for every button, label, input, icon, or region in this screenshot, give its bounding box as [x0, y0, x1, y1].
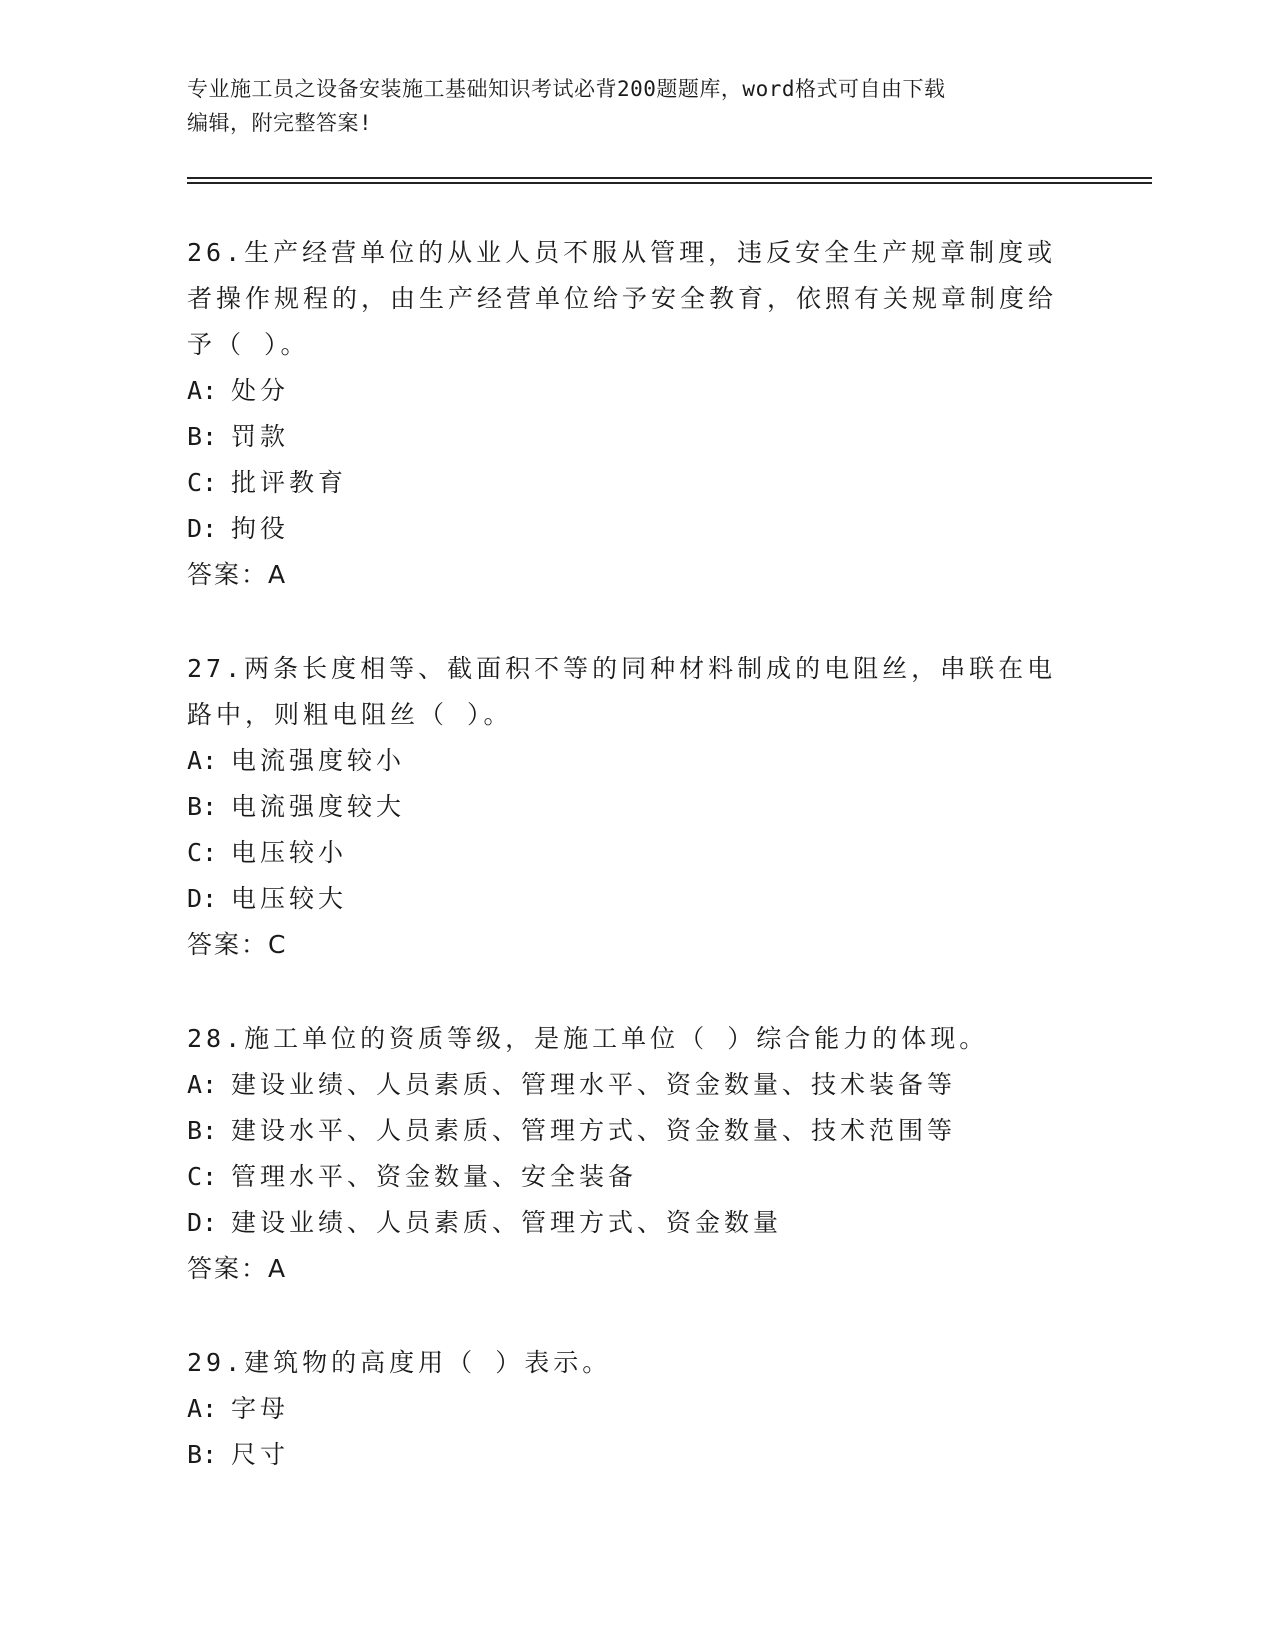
- option-c: [187, 830, 1147, 876]
- option-text: 罚款: [231, 422, 290, 451]
- option-key: C:: [187, 468, 218, 497]
- option-c: [187, 460, 1147, 506]
- option-text: 电压较小: [231, 838, 348, 867]
- option-text: 电流强度较小: [231, 746, 406, 775]
- option-key: A:: [187, 746, 218, 775]
- option-text: 建设水平、人员素质、管理方式、资金数量、技术范围等: [231, 1116, 957, 1145]
- answer-line: 答案：C: [187, 930, 288, 959]
- option-b: [187, 414, 1147, 460]
- option-a: [187, 738, 1147, 784]
- option-text: 处分: [231, 376, 290, 405]
- option-text: 电流强度较大: [231, 792, 406, 821]
- question-list: [187, 230, 1147, 1526]
- option-key: C:: [187, 1162, 218, 1191]
- option-text: 尺寸: [231, 1440, 290, 1469]
- option-text: 建设业绩、人员素质、管理方式、资金数量: [231, 1208, 783, 1237]
- option-d: [187, 506, 1147, 552]
- option-key: A:: [187, 1394, 218, 1423]
- question-27: [187, 646, 1147, 968]
- question-29: [187, 1340, 1147, 1478]
- question-28: [187, 1016, 1147, 1292]
- option-key: D:: [187, 884, 218, 913]
- option-key: A:: [187, 376, 218, 405]
- option-a: [187, 1062, 1147, 1108]
- header-divider-bottom: [187, 182, 1152, 184]
- question-stem: 29.建筑物的高度用（ ）表示。: [187, 1348, 612, 1377]
- option-key: B:: [187, 1440, 218, 1469]
- option-key: D:: [187, 1208, 218, 1237]
- document-header: [187, 72, 1087, 140]
- option-c: [187, 1154, 1147, 1200]
- option-text: 管理水平、资金数量、安全装备: [231, 1162, 638, 1191]
- header-line-2: 编辑，附完整答案!: [187, 111, 373, 135]
- option-key: B:: [187, 1116, 218, 1145]
- question-stem: 28.施工单位的资质等级，是施工单位（ ）综合能力的体现。: [187, 1024, 989, 1053]
- header-divider-top: [187, 177, 1152, 179]
- option-key: B:: [187, 792, 218, 821]
- option-text: 拘役: [231, 514, 290, 543]
- option-a: [187, 1386, 1147, 1432]
- option-b: [187, 784, 1147, 830]
- question-26: [187, 230, 1147, 598]
- option-key: C:: [187, 838, 218, 867]
- option-text: 建设业绩、人员素质、管理水平、资金数量、技术装备等: [231, 1070, 957, 1099]
- option-b: [187, 1108, 1147, 1154]
- answer-line: 答案：A: [187, 1254, 288, 1283]
- option-b: [187, 1432, 1147, 1478]
- question-stem: 26.生产经营单位的从业人员不服从管理，违反安全生产规章制度或者操作规程的，由生产经营单位给予安全教育，依照有关规章制度给予（ ）。: [187, 238, 1058, 359]
- option-text: 电压较大: [231, 884, 348, 913]
- option-key: D:: [187, 514, 218, 543]
- option-key: B:: [187, 422, 218, 451]
- option-d: [187, 1200, 1147, 1246]
- answer-line: 答案：A: [187, 560, 288, 589]
- option-key: A:: [187, 1070, 218, 1099]
- question-stem: 27.两条长度相等、截面积不等的同种材料制成的电阻丝，串联在电路中，则粗电阻丝（ ）。: [187, 654, 1057, 729]
- option-text: 批评教育: [231, 468, 348, 497]
- header-line-1: 专业施工员之设备安装施工基础知识考试必背200题题库，word格式可自由下载: [187, 77, 946, 101]
- option-d: [187, 876, 1147, 922]
- option-text: 字母: [231, 1394, 290, 1423]
- option-a: [187, 368, 1147, 414]
